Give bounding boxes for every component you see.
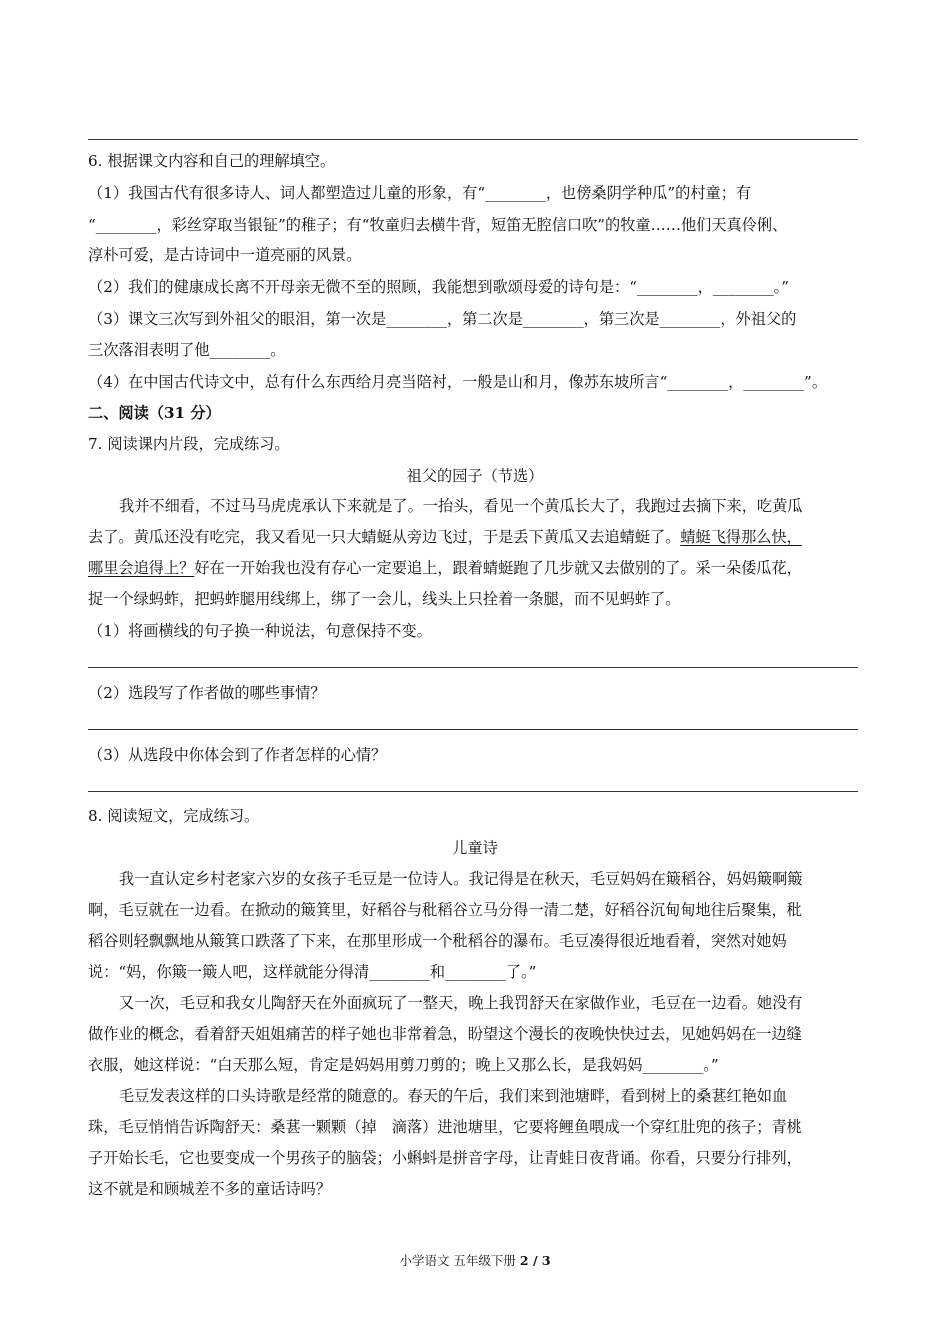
q8-passage-line: 又一次，毛豆和我女儿陶舒天在外面疯玩了一整天，晚上我罚舒天在家做作业，毛豆在一边看。她没有: [119, 994, 803, 1012]
q8-passage-line: 毛豆发表这样的口头诗歌是经常的随意的。春天的午后，我们来到池塘畔，看到树上的桑葚红艳如血: [119, 1087, 788, 1105]
q7-sub3: （3）从选段中你体会到了作者怎样的心情？: [88, 746, 387, 764]
q7-passage-line4: 捉一个绿蚂蚱，把蚂蚱腿用线绑上，绑了一会儿，线头上只拴着一条腿，而不见蚂蚱了。: [88, 590, 681, 608]
q8-passage-line: 啊，毛豆就在一边看。在掀动的簸箕里，好稻谷与秕稻谷立马分得一清二楚，好稻谷沉甸甸地往后聚集，秕: [88, 901, 802, 919]
q6-p2: （2）我们的健康成长离不开母亲无微不至的照顾，我能想到歌颂母爱的诗句是：“________，________。”: [88, 278, 790, 296]
q8-passage-line: 子开始长毛，它也要变成一个男孩子的脑袋；小蝌蚪是拼音字母，让青蛙日夜背诵。你看，只要分行排列，: [88, 1149, 802, 1167]
q7-passage-line2: [88, 527, 802, 547]
q6-p4: （4）在中国古代诗文中，总有什么东西给月亮当陪衬，一般是山和月，像苏东坡所言“________，________”。: [88, 373, 828, 391]
q6-p1-line3: 淳朴可爱，是古诗词中一道亮丽的风景。: [88, 246, 362, 264]
answer-line-q7-3[interactable]: [88, 791, 858, 792]
page-footer: [0, 1251, 950, 1269]
q6-p3-line1: （3）课文三次写到外祖父的眼泪，第一次是________，第二次是________，第三次是________，外祖父的: [88, 310, 797, 328]
q7-sub2: （2）选段写了作者做的哪些事情？: [88, 684, 326, 702]
q7-passage-line3-text: 好在一开始我也没有存心一定要追上，跟着蜻蜓跑了几步就又去做别的了。采一朵倭瓜花，: [194, 559, 802, 577]
q7-underlined-sentence-part2: 哪里会追得上？: [88, 559, 195, 577]
q6-p3-line2: 三次落泪表明了他________。: [88, 341, 286, 359]
q8-passage-line: 这不就是和顾城差不多的童话诗吗？: [88, 1180, 331, 1198]
q8-passage-line: 珠，毛豆悄悄告诉陶舒天：桑葚一颗颗（掉 滴落）进池塘里，它要将鲤鱼喂成一个穿红肚兜的孩子；青桃: [88, 1118, 802, 1136]
q6-p1-line1: （1）我国古代有很多诗人、词人都塑造过儿童的形象，有“________，也傍桑阴学种瓜”的村童；有: [88, 184, 752, 202]
q7-underlined-sentence-part1: 蜻蜓飞得那么快，: [680, 528, 802, 546]
q8-passage-line: 我一直认定乡村老家六岁的女孩子毛豆是一位诗人。我记得是在秋天，毛豆妈妈在簸稻谷，妈妈簸啊簸: [119, 870, 803, 888]
q7-passage-line3: [88, 558, 802, 578]
q8-passage-title: 儿童诗: [452, 839, 498, 857]
q8-passage-line: 说：“妈，你簸一簸人吧，这样就能分得清________和________了。”: [88, 963, 537, 981]
q7-passage-title: 祖父的园子（节选）: [406, 467, 544, 485]
q7-title: 7. 阅读课内片段，完成练习。: [88, 435, 290, 453]
q8-passage-line: 做作业的概念，看着舒天姐姐痛苦的样子她也非常着急，盼望这个漫长的夜晚快快过去，见她妈妈在一边缝: [88, 1025, 802, 1043]
section-reading-heading: 二、阅读（31 分）: [88, 404, 221, 422]
q6-title: 6. 根据课文内容和自己的理解填空。: [88, 152, 336, 170]
q7-passage-line1: 我并不细看，不过马马虎虎承认下来就是了。一抬头，看见一个黄瓜长大了，我跑过去摘下来，吃黄瓜: [119, 497, 803, 515]
q8-title: 8. 阅读短文，完成练习。: [88, 807, 260, 825]
q6-p1-line2: “________，彩丝穿取当银钲”的稚子；有“牧童归去横牛背，短笛无腔信口吹”的牧童……他们天真伶俐、: [88, 216, 788, 234]
q7-passage-line2-text: 去了。黄瓜还没有吃完，我又看见一只大蜻蜓从旁边飞过，于是丢下黄瓜又去追蜻蜓了。: [88, 528, 681, 546]
footer-text: 小学语文 五年级下册: [399, 1253, 520, 1268]
q8-passage-line: 衣服，她这样说：“白天那么短，肯定是妈妈用剪刀剪的；晚上又那么长，是我妈妈________。”: [88, 1056, 719, 1074]
page-number: 2 / 3: [519, 1253, 551, 1268]
q8-passage-line: 稻谷则轻飘飘地从簸箕口跌落了下来，在那里形成一个秕稻谷的瀑布。毛豆凑得很近地看着，突然对她妈: [88, 932, 787, 950]
answer-line-q7-2[interactable]: [88, 729, 858, 730]
answer-line-q7-1[interactable]: [88, 667, 858, 668]
q7-sub1: （1）将画横线的句子换一种说法，句意保持不变。: [88, 622, 432, 640]
answer-line-top: [88, 139, 858, 140]
